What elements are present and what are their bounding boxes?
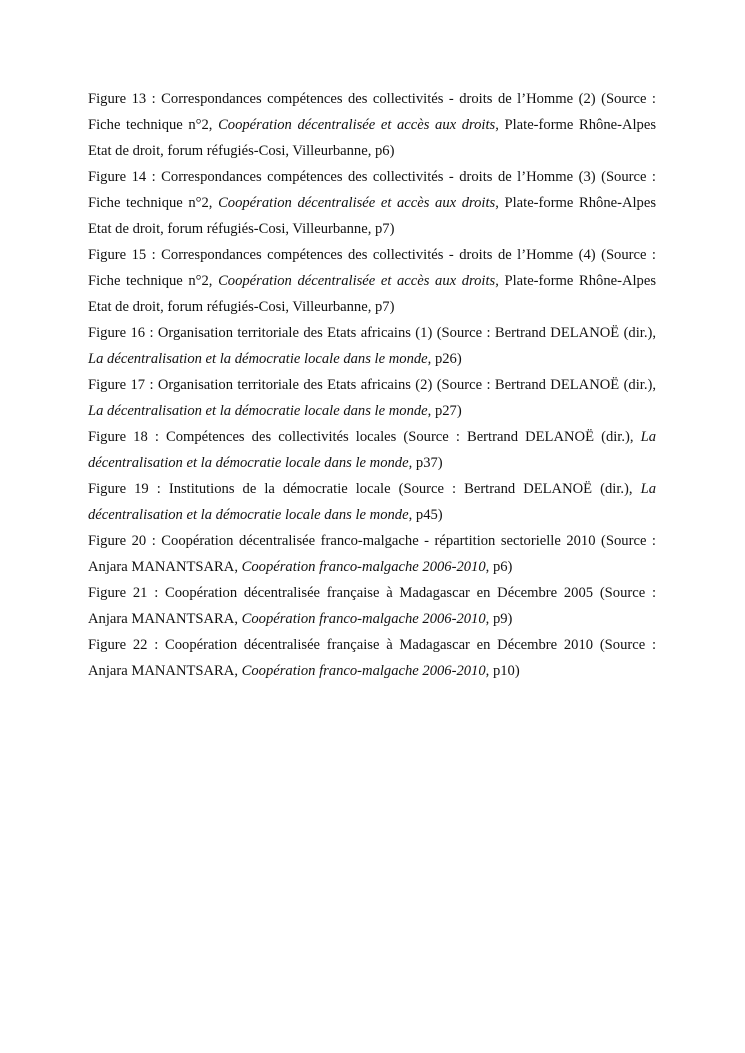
figure-caption: Figure 14 : Correspondances compétences des collectivités - droits de l’Homme (3) (Source : Fiche technique n°2, <box>88 169 656 211</box>
source-details: , p6) <box>485 559 513 575</box>
figure-entry-18 <box>88 424 656 476</box>
source-details: , Plate-forme Rhône-Alpes Etat de droit, forum réfugiés-Cosi, Villeurbanne, p6) <box>88 117 656 159</box>
figure-entry-17 <box>88 372 656 424</box>
figure-caption: Figure 22 : Coopération décentralisée française à Madagascar en Décembre 2010 (Source : Anjara MANANTSARA, <box>88 637 656 679</box>
source-title: La décentralisation et la démocratie locale dans le monde <box>88 429 656 471</box>
source-details: , p9) <box>485 611 513 627</box>
source-title: Coopération décentralisée et accès aux droits <box>218 273 496 289</box>
figure-caption: Figure 18 : Compétences des collectivités locales (Source : Bertrand DELANOË (dir.), <box>88 429 641 445</box>
source-title: La décentralisation et la démocratie locale dans le monde <box>88 481 656 523</box>
list-of-figures <box>88 86 656 684</box>
source-details: , Plate-forme Rhône-Alpes Etat de droit, forum réfugiés-Cosi, Villeurbanne, p7) <box>88 273 656 315</box>
source-title: Coopération franco-malgache 2006-2010 <box>241 663 486 679</box>
figure-entry-20 <box>88 528 656 580</box>
source-title: Coopération franco-malgache 2006-2010 <box>241 611 486 627</box>
source-title: Coopération décentralisée et accès aux droits <box>218 195 496 211</box>
source-title: Coopération décentralisée et accès aux droits <box>218 117 496 133</box>
figure-caption: Figure 20 : Coopération décentralisée franco-malgache - répartition sectorielle 2010 (Source : Anjara MANANTSARA, <box>88 533 656 575</box>
figure-caption: Figure 17 : Organisation territoriale des Etats africains (2) (Source : Bertrand DELANOË (dir.), <box>88 377 656 393</box>
figure-caption: Figure 16 : Organisation territoriale des Etats africains (1) (Source : Bertrand DELANOË (dir.), <box>88 325 656 341</box>
source-title: La décentralisation et la démocratie locale dans le monde <box>88 403 428 419</box>
figure-entry-14 <box>88 164 656 242</box>
source-details: , p37) <box>408 455 443 471</box>
source-details: , p26) <box>427 351 462 367</box>
source-details: , p10) <box>485 663 520 679</box>
figure-entry-21 <box>88 580 656 632</box>
figure-caption: Figure 13 : Correspondances compétences des collectivités - droits de l’Homme (2) (Source : Fiche technique n°2, <box>88 91 656 133</box>
source-details: , Plate-forme Rhône-Alpes Etat de droit, forum réfugiés-Cosi, Villeurbanne, p7) <box>88 195 656 237</box>
figure-entry-13 <box>88 86 656 164</box>
figure-entry-16 <box>88 320 656 372</box>
figure-caption: Figure 19 : Institutions de la démocratie locale (Source : Bertrand DELANOË (dir.), <box>88 481 641 497</box>
source-title: Coopération franco-malgache 2006-2010 <box>241 559 486 575</box>
figure-entry-22 <box>88 632 656 684</box>
figure-entry-19 <box>88 476 656 528</box>
source-details: , p45) <box>408 507 443 523</box>
figure-caption: Figure 15 : Correspondances compétences des collectivités - droits de l’Homme (4) (Source : Fiche technique n°2, <box>88 247 656 289</box>
figure-entry-15 <box>88 242 656 320</box>
source-details: , p27) <box>427 403 462 419</box>
figure-caption: Figure 21 : Coopération décentralisée française à Madagascar en Décembre 2005 (Source : Anjara MANANTSARA, <box>88 585 656 627</box>
source-title: La décentralisation et la démocratie locale dans le monde <box>88 351 428 367</box>
